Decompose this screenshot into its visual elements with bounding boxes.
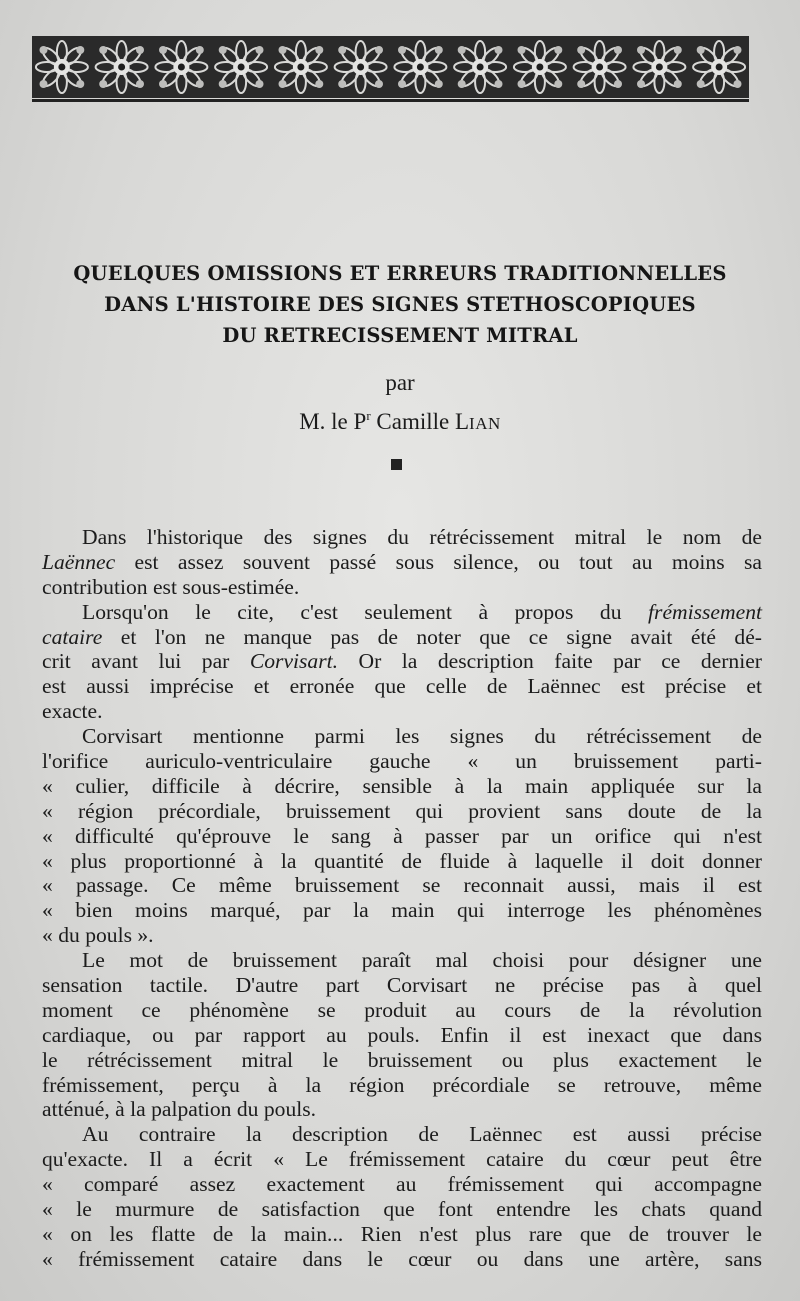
- section-square-icon: [391, 459, 402, 470]
- p4-line-7: atténué, à la palpation du pouls.: [42, 1097, 317, 1122]
- p1-line-2-rest: est assez souvent passé sous silence, ou tout au moins sa: [115, 549, 762, 574]
- p3-line-4: « région précordiale, bruissement qui provient sans doute de la: [42, 798, 762, 823]
- p4-line-6: frémissement, perçu à la région précordiale se retrouve, même: [42, 1072, 762, 1097]
- p1-line-1: Dans l'historique des signes du rétrécissement mitral le nom de: [82, 525, 762, 549]
- p3-line-9: « du pouls ».: [42, 923, 154, 948]
- p2-line-2-rest: et l'on ne manque pas de noter que ce signe avait été dé-: [102, 624, 762, 649]
- title-line-3: DU RETRECISSEMENT MITRAL: [222, 324, 578, 347]
- p2-line-4: est aussi imprécise et erronée que celle de Laënnec est précise et: [42, 674, 762, 699]
- byline-par: par: [385, 370, 415, 395]
- p3-line-5: « difficulté qu'éprouve le sang à passer par un orifice qui n'est: [42, 823, 762, 848]
- p3-line-6: « plus proportionné à la quantité de fluide à laquelle il doit donner: [42, 848, 762, 873]
- p3-line-8: « bien moins marqué, par la main qui interroge les phénomènes: [42, 898, 762, 923]
- p2-line-3: [42, 649, 762, 674]
- title-line-1: QUELQUES OMISSIONS ET ERREURS TRADITIONNELLES: [73, 262, 727, 285]
- header-rule: [32, 99, 749, 102]
- ornamental-header-band: [32, 36, 749, 98]
- p5-line-1: Au contraire la description de Laënnec est aussi précise: [82, 1122, 762, 1147]
- p2-line-2-italic: cataire: [42, 624, 103, 649]
- p2-line-3-italic: Corvisart.: [249, 649, 339, 674]
- p2-line-1-italic: frémissement: [648, 599, 762, 624]
- p2-line-1: [42, 600, 762, 625]
- p5-line-2: qu'exacte. Il a écrit « Le frémissement cataire du cœur peut être: [42, 1147, 762, 1172]
- p2-line-3-a: crit avant lui par: [42, 649, 250, 674]
- author-prefix-sup: r: [366, 408, 371, 423]
- p5-line-4: « le murmure de satisfaction que font entendre les chats quand: [42, 1197, 762, 1222]
- p4-line-3: moment ce phénomène se produit au cours de la révolution: [42, 997, 762, 1022]
- p3-line-7: « passage. Ce même bruissement se reconnait aussi, mais il est: [42, 873, 762, 898]
- p2-line-1-a: Lorsqu'on le cite, c'est seulement à propos du: [82, 599, 649, 624]
- rosette-frieze-icon: [32, 36, 749, 98]
- p2-line-5: exacte.: [42, 699, 103, 724]
- author-first-name: Camille: [370, 409, 455, 434]
- p4-line-4: cardiaque, ou par rapport au pouls. Enfin il est inexact que dans: [42, 1022, 762, 1047]
- p3-line-3: « culier, difficile à décrire, sensible à la main appliquée sur la: [42, 773, 762, 798]
- author-last-name-initial: L: [454, 409, 470, 434]
- article-title: [40, 258, 760, 351]
- article-body: [42, 525, 762, 1272]
- p1-line-3: contribution est sous-estimée.: [42, 574, 300, 599]
- p2-line-3-rest: Or la description faite par ce dernier: [338, 649, 762, 674]
- p1-line-2-italic: Laënnec: [42, 549, 116, 574]
- p2-line-2: [42, 625, 762, 650]
- p3-line-2: l'orifice auriculo-ventriculaire gauche « un bruissement parti-: [42, 749, 762, 774]
- p3-line-1: Corvisart mentionne parmi les signes du rétrécissement de: [82, 724, 762, 749]
- author-byline: [0, 408, 800, 435]
- p5-line-6: « frémissement cataire dans le cœur ou dans une artère, sans: [42, 1246, 762, 1271]
- p4-line-2: sensation tactile. D'autre part Corvisart ne précise pas à quel: [42, 973, 762, 998]
- p5-line-3: « comparé assez exactement au frémissement qui accompagne: [42, 1172, 762, 1197]
- p5-line-5: « on les flatte de la main... Rien n'est plus rare que de trouver le: [42, 1221, 762, 1246]
- author-last-name-rest: IAN: [469, 414, 501, 433]
- p4-line-5: le rétrécissement mitral le bruissement ou plus exactement le: [42, 1047, 762, 1072]
- author-prefix: M. le P: [299, 409, 367, 434]
- title-line-2: DANS L'HISTOIRE DES SIGNES STETHOSCOPIQUES: [104, 293, 696, 316]
- p4-line-1: Le mot de bruissement paraît mal choisi pour désigner une: [82, 948, 762, 973]
- p1-line-2: [42, 550, 762, 575]
